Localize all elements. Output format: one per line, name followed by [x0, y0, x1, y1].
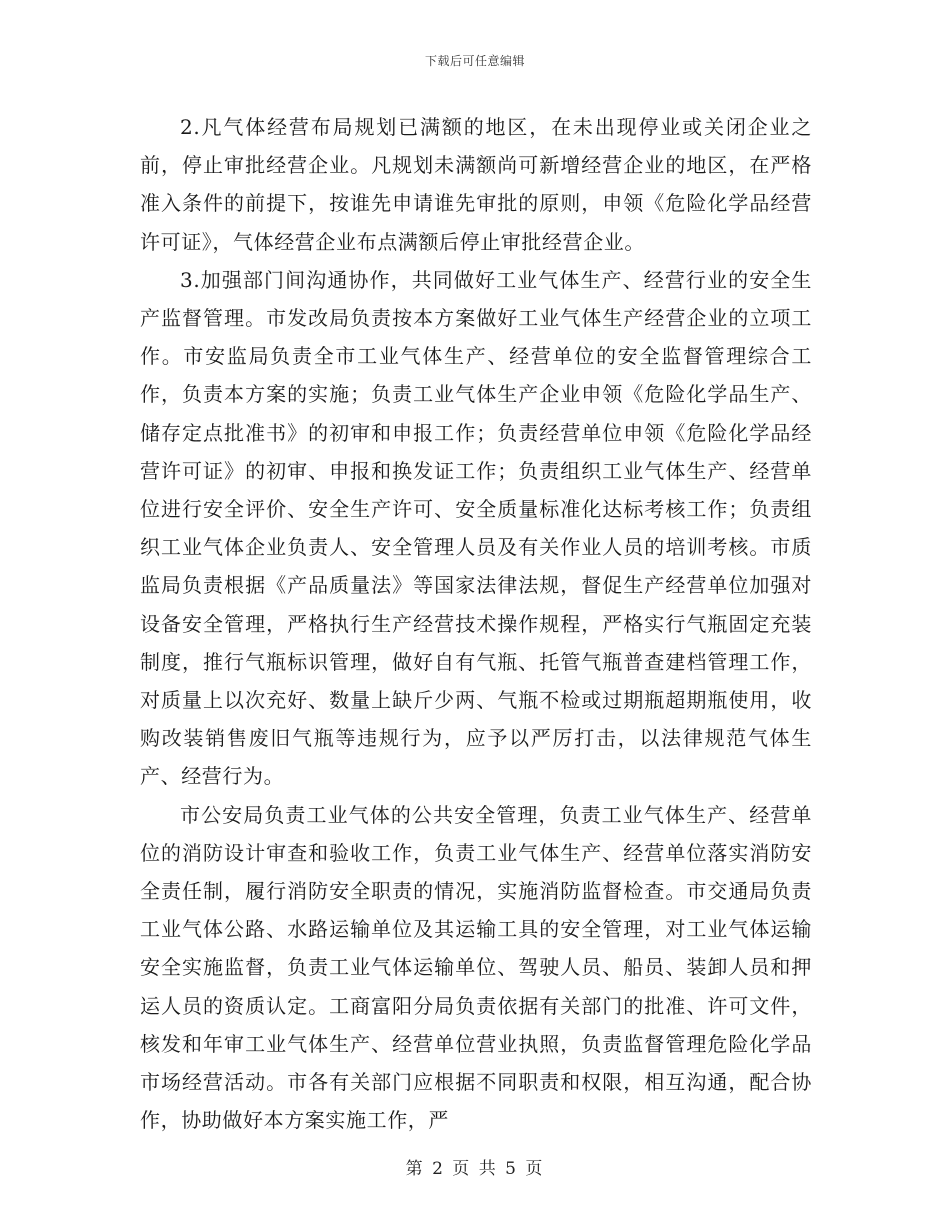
page-header: 下载后可任意编辑	[424, 54, 525, 68]
paragraph-item-2: 2.凡气体经营布局规划已满额的地区，在未出现停业或关闭企业之前，停止审批经营企业。凡规划未满额尚可新增经营企业的地区，在严格准入条件的前提下，按谁先申请谁先审批的原则，申领《危险化学品经营许可证》，气体经营企业布点满额后停止审批经营企业。	[140, 115, 812, 254]
document-body	[140, 108, 812, 1139]
paragraph-item-3: 3.加强部门间沟通协作，共同做好工业气体生产、经营行业的安全生产监督管理。市发改局负责按本方案做好工业气体生产经营企业的立项工作。市安监局负责全市工业气体生产、经营单位的安全监督管理综合工作，负责本方案的实施；负责工业气体生产企业申领《危险化学品生产、储存定点批准书》的初审和申报工作；负责经营单位申领《危险化学品经营许可证》的初审、申报和换发证工作；负责组织工业气体生产、经营单位进行安全评价、安全生产许可、安全质量标准化达标考核工作；负责组织工业气体企业负责人、安全管理人员及有关作业人员的培训考核。市质监局负责根据《产品质量法》等国家法律法规，督促生产经营单位加强对设备安全管理，严格执行生产经营技术操作规程，严格实行气瓶固定充装制度，推行气瓶标识管理，做好自有气瓶、托管气瓶普查建档管理工作，对质量上以次充好、数量上缺斤少两、气瓶不检或过期瓶超期瓶使用，收购改装销售废旧气瓶等违规行为，应予以严厉打击，以法律规范气体生产、经营行为。	[140, 267, 812, 789]
paragraph-public-security: 市公安局负责工业气体的公共安全管理，负责工业气体生产、经营单位的消防设计审查和验收工作，负责工业气体生产、经营单位落实消防安全责任制，履行消防安全职责的情况，实施消防监督检查。市交通局负责工业气体公路、水路运输单位及其运输工具的安全管理，对工业气体运输安全实施监督，负责工业气体运输单位、驾驶人员、船员、装卸人员和押运人员的资质认定。工商富阳分局负责依据有关部门的批准、许可文件，核发和年审工业气体生产、经营单位营业执照，负责监督管理危险化学品市场经营活动。市各有关部门应根据不同职责和权限，相互沟通，配合协作，协助做好本方案实施工作，严	[140, 802, 812, 1133]
page-number-footer: 第 2 页 共 5 页	[405, 1159, 545, 1179]
